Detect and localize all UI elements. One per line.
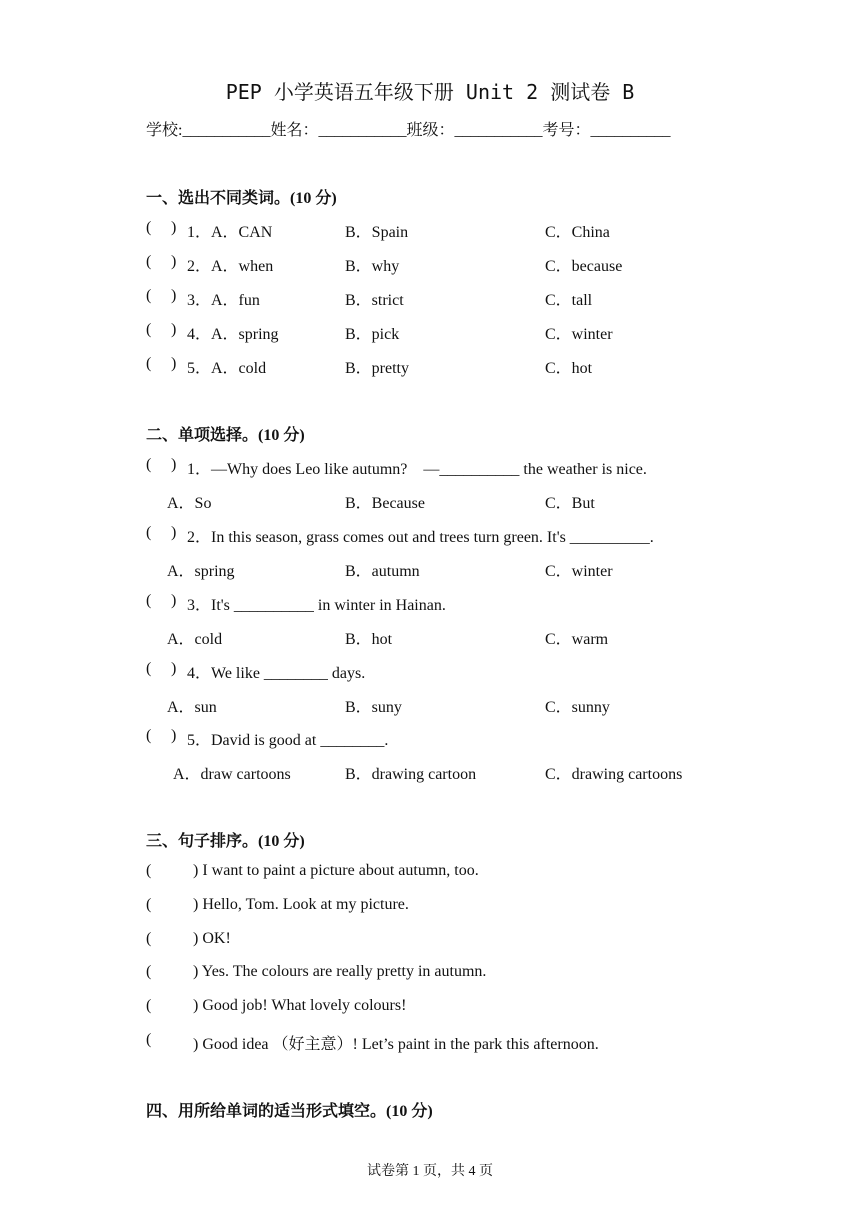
question-option-b: B．suny [345, 699, 402, 716]
answer-paren: ) [171, 287, 177, 304]
answer-paren: ( [146, 660, 152, 677]
answer-paren: ( [146, 963, 152, 980]
answer-paren: ) [171, 253, 177, 270]
question-option-c: C．winter [545, 563, 613, 580]
sentence-text: ) Good job! What lovely colours! [193, 997, 407, 1014]
answer-paren: ( [146, 524, 152, 541]
page-title: PEP 小学英语五年级下册 Unit 2 测试卷 B [225, 80, 635, 104]
answer-paren: ( [146, 1031, 152, 1048]
question-option-b: B．pick [345, 326, 400, 343]
question-text: 5．David is good at ________. [187, 732, 389, 749]
answer-paren: ( [146, 997, 152, 1014]
answer-paren: ( [146, 862, 152, 879]
question-text: 2．In this season, grass comes out and trees turn green. It's __________. [187, 529, 654, 546]
sentence-text: ) OK! [193, 930, 231, 947]
question-option-c: C．sunny [545, 699, 610, 716]
answer-paren: ( [146, 287, 152, 304]
question-option-a: 2．A．when [187, 258, 274, 275]
question-option-b: B．why [345, 258, 400, 275]
answer-paren: ) [171, 660, 177, 677]
question-option-c: C．China [545, 224, 610, 241]
answer-paren: ( [146, 930, 152, 947]
answer-paren: ) [171, 727, 177, 744]
section-3-heading: 三、句子排序。(10 分) [146, 833, 305, 850]
question-option-b: B．strict [345, 292, 404, 309]
answer-paren: ) [171, 524, 177, 541]
answer-paren: ( [146, 253, 152, 270]
sentence-text: ) Good idea （好主意）! Let’s paint in the park this afternoon. [193, 1036, 599, 1053]
question-option-b: B．hot [345, 631, 393, 648]
question-option-c: C．drawing cartoons [545, 766, 683, 783]
question-option-a: A．So [167, 495, 212, 512]
student-info-line: 学校:___________姓名：___________班级：___________考号：__________ [146, 122, 671, 139]
question-option-a: A．cold [167, 631, 223, 648]
question-option-c: C．tall [545, 292, 593, 309]
question-option-b: B．autumn [345, 563, 420, 580]
answer-paren: ) [171, 355, 177, 372]
question-option-c: C．winter [545, 326, 613, 343]
question-option-a: A．draw cartoons [173, 766, 291, 783]
answer-paren: ( [146, 592, 152, 609]
answer-paren: ) [171, 219, 177, 236]
question-text: 1．—Why does Leo like autumn? —__________ the weather is nice. [187, 461, 647, 478]
section-4-heading: 四、用所给单词的适当形式填空。(10 分) [146, 1103, 433, 1120]
section-2-heading: 二、单项选择。(10 分) [146, 427, 305, 444]
section-1-heading: 一、选出不同类词。(10 分) [146, 190, 337, 207]
answer-paren: ( [146, 456, 152, 473]
sentence-text: ) I want to paint a picture about autumn, too. [193, 862, 479, 879]
answer-paren: ( [146, 896, 152, 913]
sentence-text: ) Yes. The colours are really pretty in autumn. [193, 963, 487, 980]
answer-paren: ) [171, 321, 177, 338]
question-text: 4．We like ________ days. [187, 665, 366, 682]
question-option-b: B．drawing cartoon [345, 766, 477, 783]
question-option-c: C．warm [545, 631, 609, 648]
question-option-a: A．spring [167, 563, 235, 580]
answer-paren: ) [171, 456, 177, 473]
question-option-b: B．Spain [345, 224, 409, 241]
answer-paren: ( [146, 727, 152, 744]
answer-paren: ( [146, 321, 152, 338]
answer-paren: ) [171, 592, 177, 609]
question-option-c: C．hot [545, 360, 593, 377]
question-option-a: 3．A．fun [187, 292, 260, 309]
question-option-a: 1．A．CAN [187, 224, 273, 241]
page-footer: 试卷第 1 页，共 4 页 [367, 1164, 493, 1179]
answer-paren: ( [146, 219, 152, 236]
question-option-c: C．But [545, 495, 595, 512]
question-option-a: 5．A．cold [187, 360, 267, 377]
answer-paren: ( [146, 355, 152, 372]
question-option-c: C．because [545, 258, 623, 275]
question-option-a: 4．A．spring [187, 326, 279, 343]
question-option-b: B．Because [345, 495, 425, 512]
sentence-text: ) Hello, Tom. Look at my picture. [193, 896, 409, 913]
question-option-b: B．pretty [345, 360, 409, 377]
question-option-a: A．sun [167, 699, 217, 716]
question-text: 3．It's __________ in winter in Hainan. [187, 597, 446, 614]
